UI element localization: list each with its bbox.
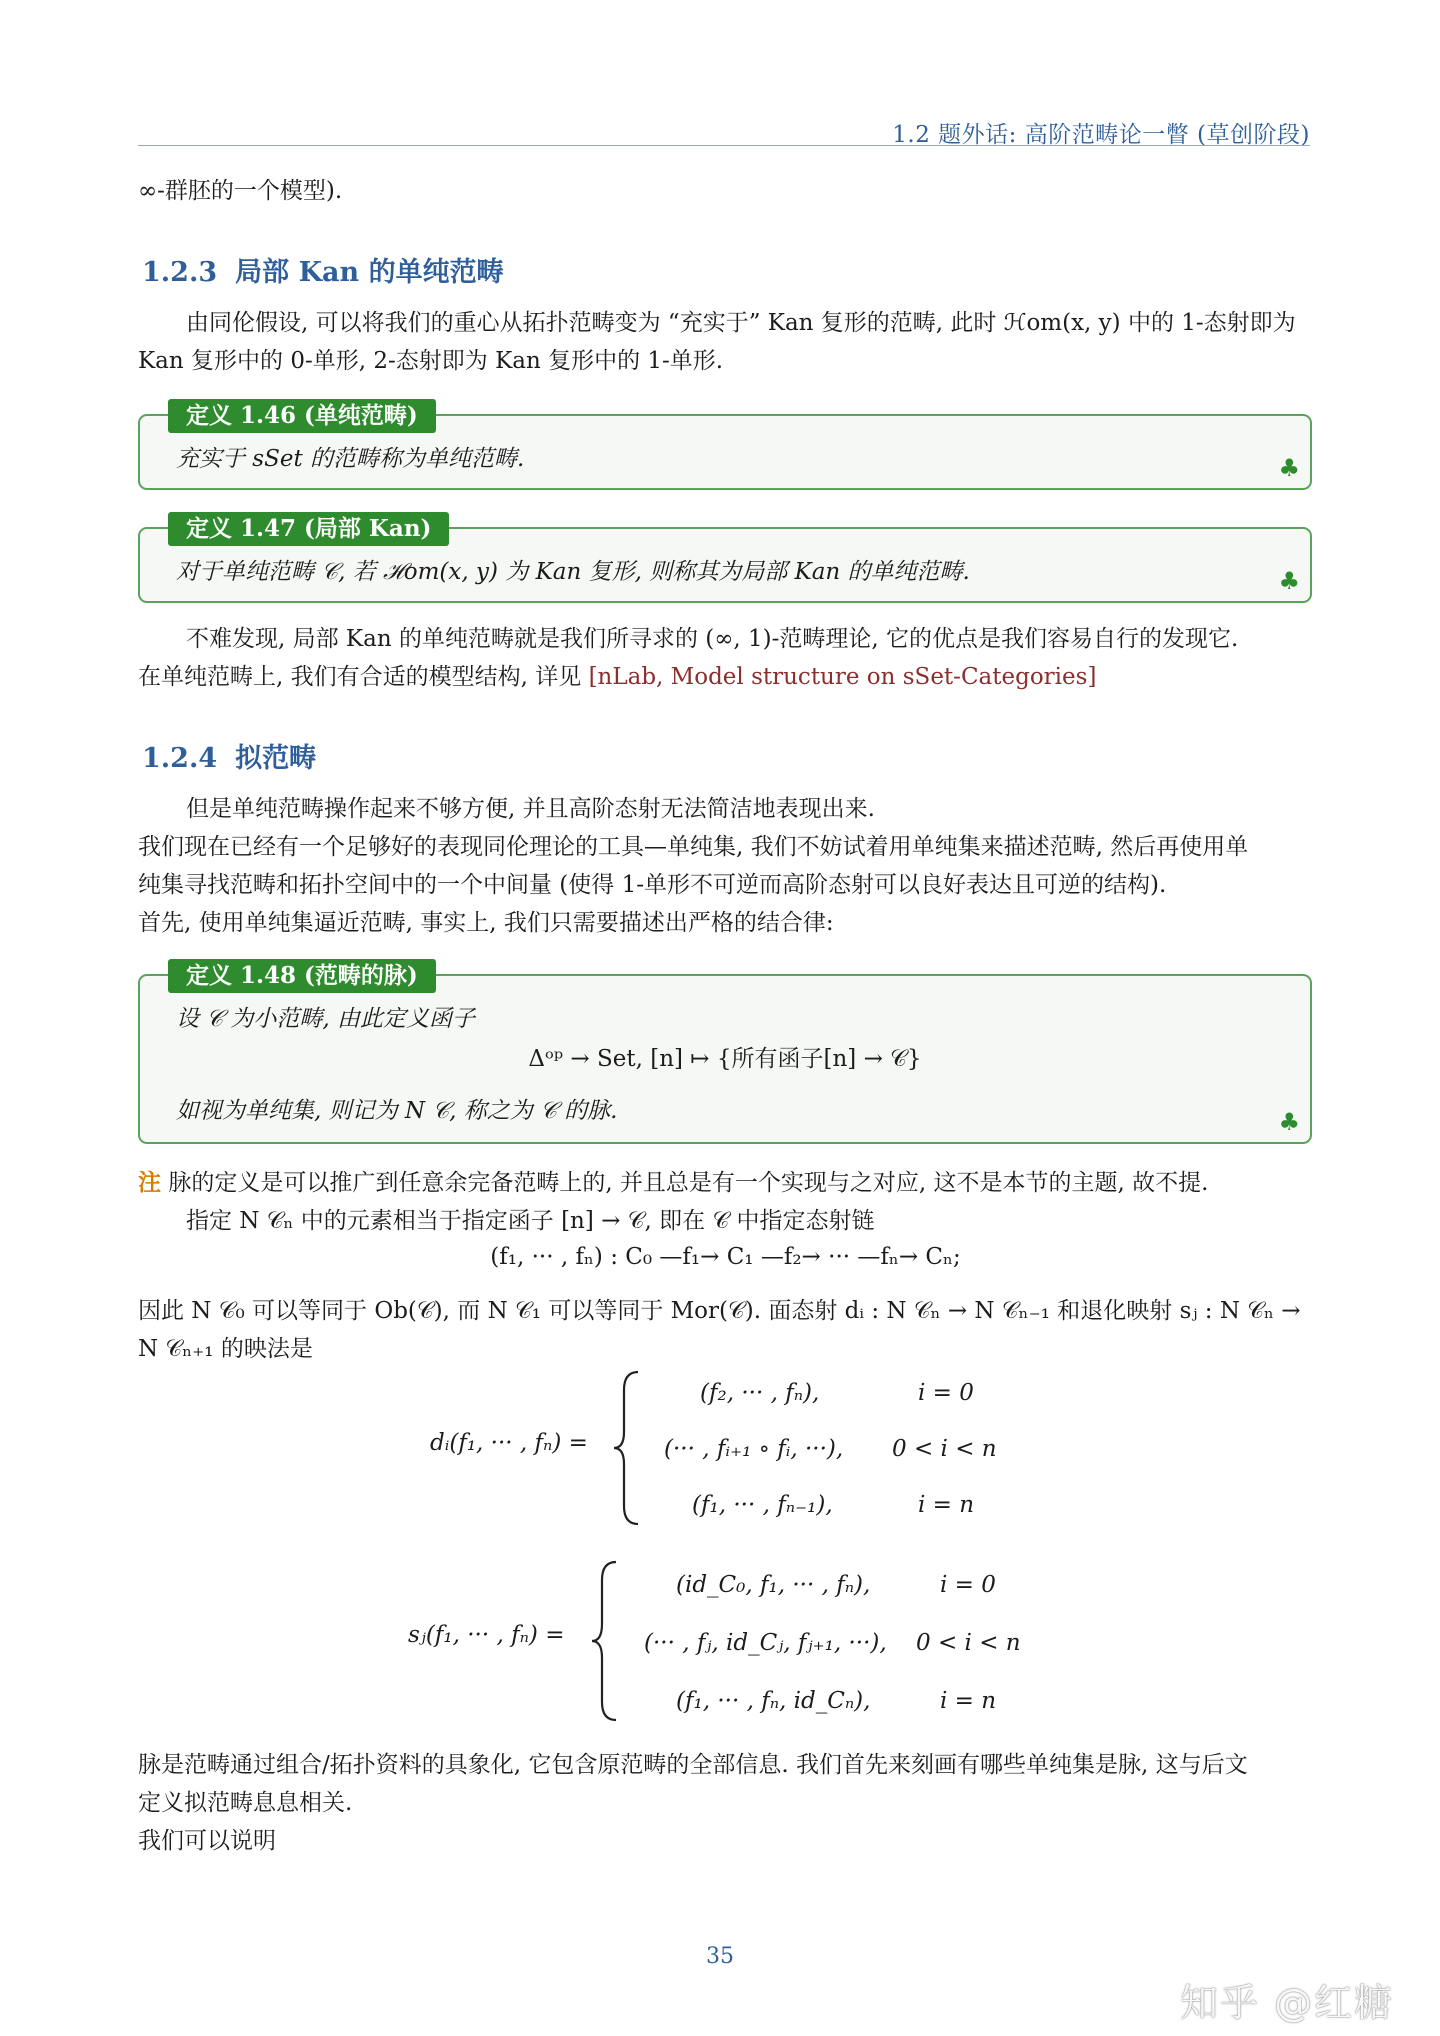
definition-body: 设 𝒞 为小范畴, 由此定义函子	[176, 1006, 476, 1032]
definition-label: 定义 1.46 (单纯范畴)	[168, 399, 436, 433]
paragraph-line: 不难发现, 局部 Kan 的单纯范畴就是我们所寻求的 (∞, 1)-范畴理论, 它的优点是我们容易自行的发现它.	[186, 626, 1239, 652]
intro-fragment: ∞-群胚的一个模型).	[138, 178, 343, 204]
section-title: 拟范畴	[235, 743, 317, 774]
definition-body: 对于单纯范畴 𝒞, 若 ℋom(x, y) 为 Kan 复形, 则称其为局部 Kan 的单纯范畴.	[176, 559, 970, 585]
running-header: 1.2 题外话: 高阶范畴论一瞥 (草创阶段)	[892, 122, 1310, 148]
nerve-functor-formula: Δᵒᵖ → Set, [n] ↦ {所有函子[n] → 𝒞}	[528, 1046, 922, 1072]
paragraph-line: 首先, 使用单纯集逼近范畴, 事实上, 我们只需要描述出严格的结合律:	[138, 910, 834, 936]
paragraph	[138, 1292, 1313, 1368]
degeneracy-map-case-condition: 0 < i < n	[916, 1630, 1021, 1656]
paragraph-line: 我们现在已经有一个足够好的表现同伦理论的工具—单纯集, 我们不妨试着用单纯集来描述范畴, 然后再使用单	[138, 834, 1249, 860]
definition-label: 定义 1.48 (范畴的脉)	[168, 959, 436, 993]
definition-body: 如视为单纯集, 则记为 N 𝒞, 称之为 𝒞 的脉.	[176, 1098, 618, 1124]
face-map-brace	[612, 1368, 642, 1528]
definition-body: 充实于 sSet 的范畴称为单纯范畴.	[176, 446, 525, 472]
paragraph-line: 我们可以说明	[138, 1828, 276, 1854]
after-definitions-paragraph	[138, 620, 1313, 696]
definition-label: 定义 1.47 (局部 Kan)	[168, 512, 449, 546]
section-number: 1.2.4	[142, 743, 218, 774]
paragraph-line: 定义拟范畴息息相关.	[138, 1790, 353, 1816]
section-paragraph	[138, 304, 1313, 380]
closing-paragraph	[138, 1746, 1313, 1860]
header-rule	[138, 145, 1310, 146]
remark-text: 脉的定义是可以推广到任意余完备范畴上的, 并且总是有一个实现与之对应, 这不是本节的主题, 故不提.	[168, 1170, 1209, 1196]
paragraph-line: 由同伦假设, 可以将我们的重心从拓扑范畴变为 “充实于” Kan 复形的范畴, 此时 ℋom(x, y) 中的 1-态射即为	[186, 310, 1296, 336]
degeneracy-map-case-value: (··· , fⱼ, id_Cⱼ, fⱼ₊₁, ···),	[644, 1630, 887, 1656]
zhihu-watermark: 知乎 @红糖	[1180, 1981, 1395, 2025]
paragraph-line: Kan 复形中的 0-单形, 2-态射即为 Kan 复形中的 1-单形.	[138, 348, 724, 374]
nlab-reference-link[interactable]: [nLab, Model structure on sSet-Categories]	[588, 664, 1097, 690]
paragraph-line	[138, 658, 1313, 696]
paragraph-line: 因此 N 𝒞₀ 可以等同于 Ob(𝒞), 而 N 𝒞₁ 可以等同于 Mor(𝒞). 面态射 dᵢ : N 𝒞ₙ → N 𝒞ₙ₋₁ 和退化映射 sⱼ : N 𝒞ₙ →	[138, 1298, 1301, 1324]
paragraph-text: 在单纯范畴上, 我们有合适的模型结构, 详见	[138, 664, 589, 690]
morphism-chain-formula: (f₁, ··· , fₙ) : C₀ —f₁→ C₁ —f₂→ ··· —fₙ→ Cₙ;	[490, 1244, 961, 1270]
paragraph-line: N 𝒞ₙ₊₁ 的映法是	[138, 1336, 313, 1362]
degeneracy-map-lhs: sⱼ(f₁, ··· , fₙ) =	[408, 1622, 565, 1648]
face-map-case-value: (··· , fᵢ₊₁ ∘ fᵢ, ···),	[664, 1436, 844, 1462]
face-map-lhs: dᵢ(f₁, ··· , fₙ) =	[430, 1430, 588, 1456]
degeneracy-map-case-condition: i = n	[940, 1688, 997, 1714]
remark-label: 注	[138, 1169, 161, 1196]
section-title: 局部 Kan 的单纯范畴	[235, 257, 504, 288]
remark	[138, 1164, 1313, 1202]
face-map-case-condition: i = 0	[918, 1380, 974, 1406]
paragraph-line: 但是单纯范畴操作起来不够方便, 并且高阶态射无法简洁地表现出来.	[186, 796, 875, 822]
section-heading-1-2-4	[142, 736, 316, 775]
face-map-case-value: (f₂, ··· , fₙ),	[700, 1380, 820, 1406]
face-map-case-condition: i = n	[918, 1492, 975, 1518]
degeneracy-map-case-value: (id_C₀, f₁, ··· , fₙ),	[676, 1572, 871, 1598]
section-number: 1.2.3	[142, 257, 218, 288]
paragraph-line: 纯集寻找范畴和拓扑空间中的一个中间量 (使得 1-单形不可逆而高阶态射可以良好表达且可逆的结构).	[138, 872, 1167, 898]
degeneracy-map-case-condition: i = 0	[940, 1572, 996, 1598]
club-icon: ♣	[1278, 1108, 1300, 1136]
club-icon: ♣	[1278, 454, 1300, 482]
definition-box-1-47	[138, 515, 1312, 603]
face-map-case-value: (f₁, ··· , fₙ₋₁),	[692, 1492, 833, 1518]
paragraph-line: 脉是范畴通过组合/拓扑资料的具象化, 它包含原范畴的全部信息. 我们首先来刻画有哪些单纯集是脉, 这与后文	[138, 1752, 1248, 1778]
definition-box-1-46	[138, 402, 1312, 490]
definition-box-1-48	[138, 962, 1312, 1144]
section-paragraph	[138, 790, 1313, 942]
section-heading-1-2-3	[142, 250, 504, 289]
face-map-case-condition: 0 < i < n	[892, 1436, 997, 1462]
paragraph-line: 指定 N 𝒞ₙ 中的元素相当于指定函子 [n] → 𝒞, 即在 𝒞 中指定态射链	[186, 1208, 875, 1234]
degeneracy-map-case-value: (f₁, ··· , fₙ, id_Cₙ),	[676, 1688, 871, 1714]
club-icon: ♣	[1278, 567, 1300, 595]
page-number: 35	[706, 1944, 734, 1969]
degeneracy-map-brace	[590, 1558, 620, 1724]
